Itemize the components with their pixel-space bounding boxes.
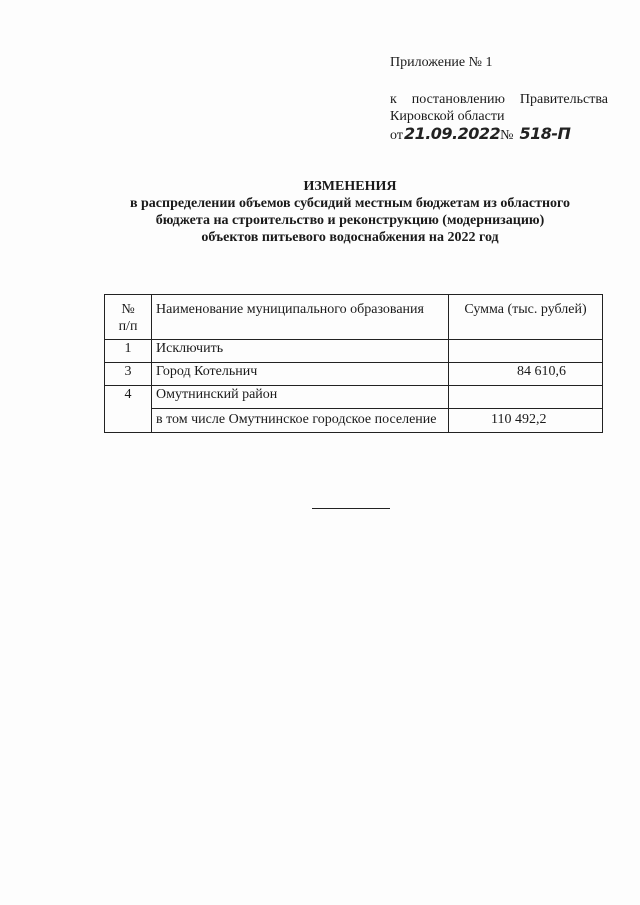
preposition-k: к: [390, 92, 397, 107]
header-num-line1: №: [121, 302, 135, 317]
government-word: Правительства: [519, 92, 608, 107]
row-sum: 110 492,2: [449, 409, 603, 433]
resolution-reference: [390, 91, 608, 144]
date-prefix: от: [390, 128, 403, 143]
table-row: [105, 363, 603, 386]
document-title: [70, 178, 630, 246]
header-name: Наименование муниципального образования: [152, 295, 449, 340]
header-sum: Сумма (тыс. рублей): [449, 295, 603, 340]
date-number-line: [390, 125, 608, 144]
resolution-line: [390, 91, 608, 108]
row-name: в том числе Омутнинское городское поселение: [152, 409, 449, 433]
row-sum: [449, 340, 603, 363]
closing-rule: [312, 508, 390, 509]
title-line-3: объектов питьевого водоснабжения на 2022 год: [201, 230, 499, 245]
title-heading: ИЗМЕНЕНИЯ: [303, 179, 397, 194]
row-num: 4: [105, 386, 152, 433]
header-num-line2: п/п: [118, 319, 138, 334]
row-num: 3: [105, 363, 152, 386]
appendix-label: Приложение № 1: [390, 55, 493, 70]
row-sum: 84 610,6: [449, 363, 603, 386]
row-name: Омутнинский район: [152, 386, 449, 409]
subsidy-table: [104, 294, 603, 433]
handwritten-number: 518-П: [519, 124, 571, 143]
title-line-2: бюджета на строительство и реконструкцию (модернизацию): [155, 213, 545, 228]
title-line-1: в распределении объемов субсидий местным бюджетам из областного: [129, 196, 571, 211]
table-header-row: [105, 295, 603, 340]
region-name: Кировской области: [390, 109, 505, 124]
resolution-word: постановлению: [411, 92, 505, 107]
row-sum: [449, 386, 603, 409]
table-row: [105, 386, 603, 409]
header-num: [105, 295, 152, 340]
row-name: Исключить: [152, 340, 449, 363]
handwritten-date: 21.09.2022: [403, 124, 501, 143]
row-name: Город Котельнич: [152, 363, 449, 386]
table-row: [105, 340, 603, 363]
table-row: [105, 409, 603, 433]
number-sign: №: [500, 128, 514, 143]
row-num: 1: [105, 340, 152, 363]
